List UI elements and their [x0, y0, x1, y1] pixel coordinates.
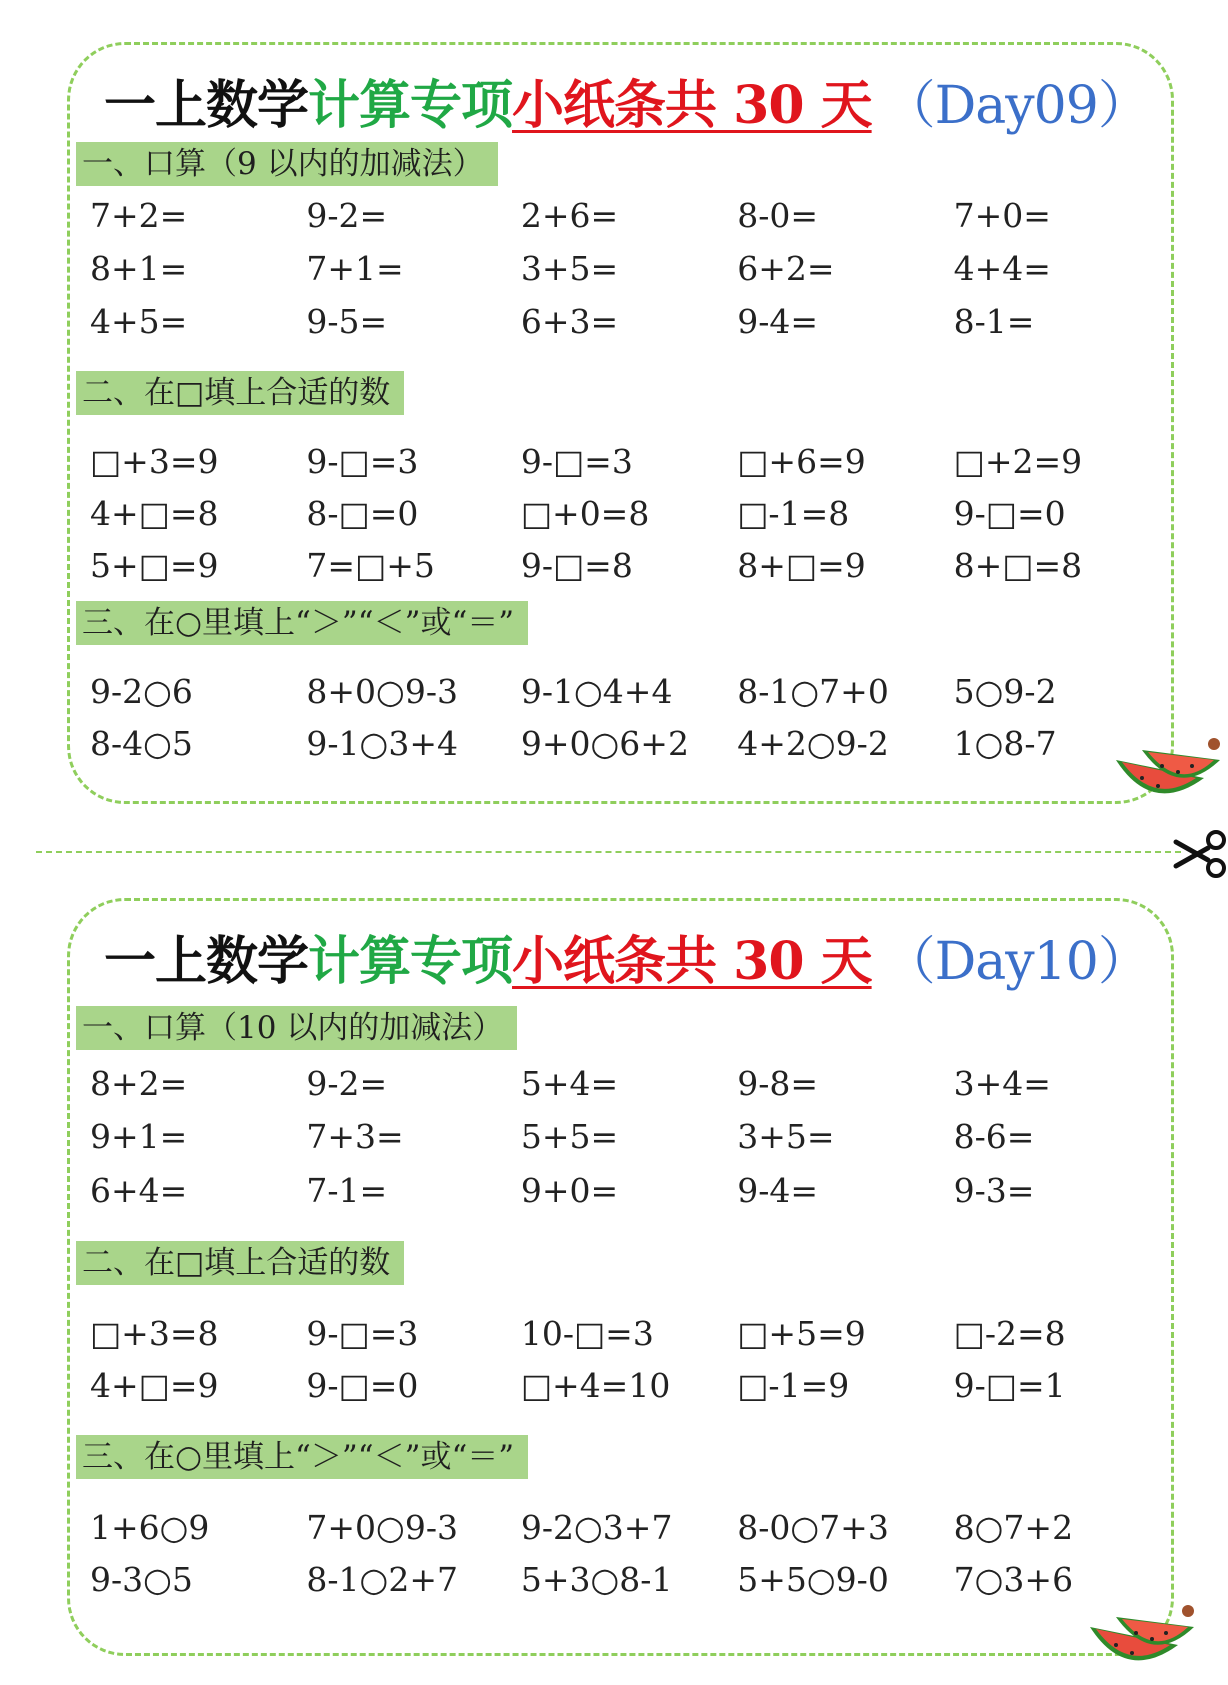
title-part-2: 计算专项 [308, 75, 513, 136]
problem: □-1=9 [737, 1366, 850, 1405]
problem-row [90, 1363, 1170, 1409]
problem: 6+3= [520, 302, 619, 341]
problem: 9-8= [737, 1064, 819, 1103]
problem: 4+□=8 [90, 494, 219, 533]
card-title [104, 63, 1149, 138]
section-heading-compare: 三、在○里填上“＞”“＜”或“＝” [76, 1435, 528, 1479]
watermelon-icon [1112, 738, 1222, 818]
problem: 4+2○9-2 [737, 724, 889, 763]
problem: 3+5= [737, 1117, 835, 1156]
problem: 4+5= [90, 302, 188, 341]
section-heading-oral: 一、口算（10 以内的加减法） [76, 1006, 517, 1050]
title-part-3: 小纸条共 30 天 [512, 931, 872, 992]
worksheet-card-day10 [67, 898, 1174, 1656]
section-heading-compare: 三、在○里填上“＞”“＜”或“＝” [76, 601, 528, 645]
problem: 5+4= [520, 1064, 619, 1103]
problem: 8+0○9-3 [306, 672, 458, 711]
problem-row [90, 439, 1170, 485]
title-day: （Day10） [883, 932, 1149, 992]
problem-row [90, 299, 1170, 345]
problem: 8+1= [90, 249, 188, 288]
cut-line-divider [36, 851, 1181, 853]
problem-row [90, 193, 1170, 239]
problem: 9-1○4+4 [520, 672, 673, 711]
problem: 8+□=8 [953, 546, 1083, 585]
problem-row [90, 543, 1170, 589]
problem-row [90, 1505, 1170, 1551]
problem: 3+5= [520, 249, 619, 288]
section-heading-fill-box: 二、在□填上合适的数 [76, 1241, 404, 1285]
title-part-3: 小纸条共 30 天 [512, 75, 872, 136]
problem: 6+4= [90, 1171, 188, 1210]
problem: □+3=9 [90, 442, 219, 481]
problem: 1+6○9 [90, 1508, 210, 1547]
problem: 1○8-7 [953, 724, 1057, 763]
problem: 9-□=3 [306, 1314, 419, 1353]
problem: 5+5○9-0 [737, 1560, 889, 1599]
problem: 8+2= [90, 1064, 188, 1103]
problem: 7-1= [306, 1171, 388, 1210]
card-title [104, 919, 1149, 994]
problem: □-1=8 [737, 494, 850, 533]
problem: □-2=8 [953, 1314, 1066, 1353]
problem-row [90, 246, 1170, 292]
section-heading-fill-box: 二、在□填上合适的数 [76, 371, 404, 415]
problem: 8○7+2 [953, 1508, 1074, 1547]
problem: 9-4= [737, 1171, 819, 1210]
problem-row [90, 1114, 1170, 1160]
problem: 8-0○7+3 [737, 1508, 889, 1547]
problem: 9+0○6+2 [520, 724, 689, 763]
problem: 9-3○5 [90, 1560, 193, 1599]
problem: 8-4○5 [90, 724, 193, 763]
problem: 7+0= [953, 196, 1051, 235]
problem: □+2=9 [953, 442, 1083, 481]
problem-row [90, 1557, 1170, 1603]
problem: 9-4= [737, 302, 819, 341]
problem: □+6=9 [737, 442, 866, 481]
problem: 5+□=9 [90, 546, 219, 585]
problem: 7+1= [306, 249, 404, 288]
problem: 9+0= [520, 1171, 619, 1210]
problem: □+0=8 [520, 494, 650, 533]
problem-row [90, 1061, 1170, 1107]
problem: 9-2= [306, 196, 388, 235]
problem: 9-□=0 [953, 494, 1066, 533]
problem: 9-□=0 [306, 1366, 419, 1405]
problem: 7+2= [90, 196, 188, 235]
problem: 9-□=3 [520, 442, 633, 481]
problem: 8+□=9 [737, 546, 866, 585]
problem: 9-2○6 [90, 672, 193, 711]
problem: 2+6= [520, 196, 619, 235]
problem: 8-1○2+7 [306, 1560, 458, 1599]
problem: 9-1○3+4 [306, 724, 458, 763]
problem: 9-□=1 [953, 1366, 1066, 1405]
problem: 8-1○7+0 [737, 672, 889, 711]
problem-row [90, 669, 1170, 715]
problem: 9+1= [90, 1117, 188, 1156]
problem: 5+3○8-1 [520, 1560, 673, 1599]
problem: 10-□=3 [520, 1314, 654, 1353]
problem-row [90, 1311, 1170, 1357]
problem: 4+□=9 [90, 1366, 219, 1405]
problem: 9-□=8 [520, 546, 633, 585]
problem: 3+4= [953, 1064, 1051, 1103]
problem: 4+4= [953, 249, 1051, 288]
problem: 5+5= [520, 1117, 619, 1156]
title-part-1: 一上数学 [104, 931, 309, 992]
title-day: （Day09） [883, 76, 1149, 136]
problem: 8-0= [737, 196, 819, 235]
problem-row [90, 1168, 1170, 1214]
problem: 9-3= [953, 1171, 1035, 1210]
problem-row [90, 491, 1170, 537]
problem: 9-2= [306, 1064, 388, 1103]
problem: 7+3= [306, 1117, 404, 1156]
title-part-2: 计算专项 [308, 931, 513, 992]
worksheet-card-day09 [67, 42, 1174, 804]
problem: 8-1= [953, 302, 1035, 341]
scissors-icon [1172, 826, 1228, 880]
problem: 9-□=3 [306, 442, 419, 481]
problem: □+4=10 [520, 1366, 671, 1405]
problem: □+5=9 [737, 1314, 866, 1353]
problem: □+3=8 [90, 1314, 219, 1353]
section-heading-oral: 一、口算（9 以内的加减法） [76, 142, 498, 186]
problem: 7+0○9-3 [306, 1508, 458, 1547]
problem: 6+2= [737, 249, 835, 288]
problem-row [90, 721, 1170, 767]
title-part-1: 一上数学 [104, 75, 309, 136]
problem: 5○9-2 [953, 672, 1057, 711]
problem: 7○3+6 [953, 1560, 1074, 1599]
problem: 9-2○3+7 [520, 1508, 673, 1547]
problem: 8-□=0 [306, 494, 419, 533]
problem: 8-6= [953, 1117, 1035, 1156]
problem: 7=□+5 [306, 546, 435, 585]
watermelon-icon [1086, 1605, 1196, 1685]
problem: 9-5= [306, 302, 388, 341]
